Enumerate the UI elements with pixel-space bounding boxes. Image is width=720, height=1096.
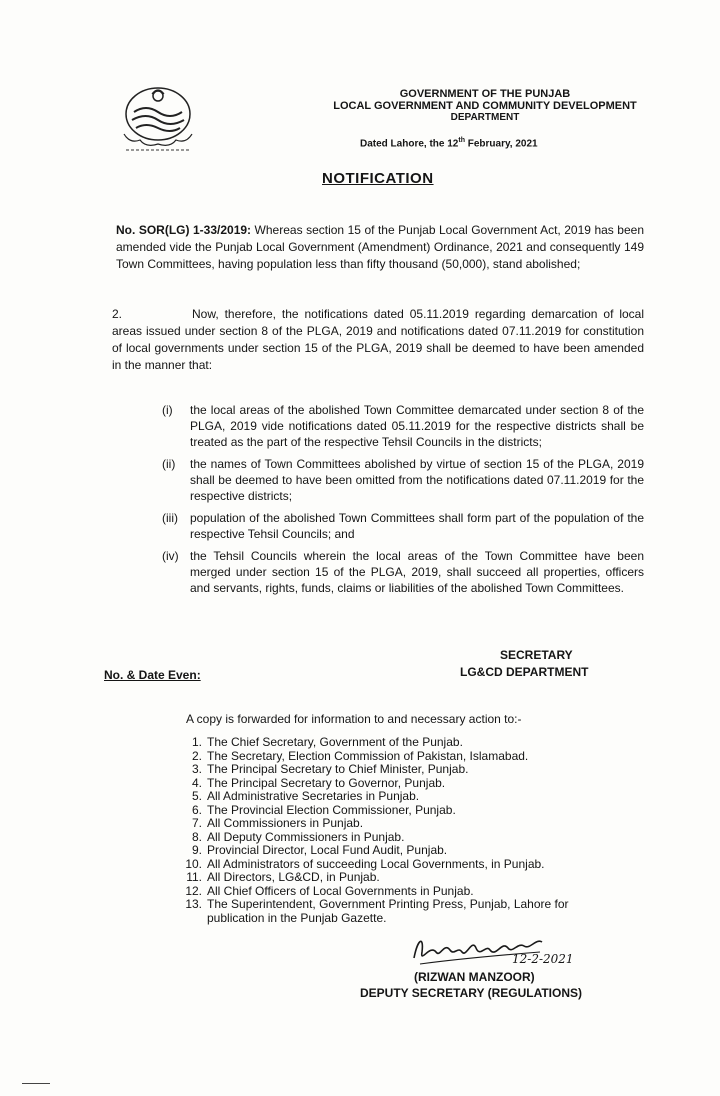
list-item: 11. All Directors, LG&CD, in Punjab.	[186, 870, 380, 884]
clause-list	[162, 402, 644, 602]
signature-date: 12-2-2021	[512, 952, 574, 966]
clause-item: (iii) population of the abolished Town Committees shall form part of the population of the respective Tehsil Councils; and	[162, 511, 644, 541]
list-item: 8. All Deputy Commissioners in Punjab.	[191, 829, 405, 844]
clause-item: (i) the local areas of the abolished Town Committee demarcated under section 8 of the PLGA, 2019 vide notifications dated 05.11.2019 for the respective districts shall be treated as the part of the respective Tehsil Councils in the districts;	[162, 403, 644, 449]
list-item: 6. The Provincial Election Commissioner, Punjab.	[191, 802, 456, 817]
secretary-department: LG&CD DEPARTMENT	[460, 665, 589, 679]
list-item: 2. The Secretary, Election Commission of Pakistan, Islamabad.	[191, 748, 529, 763]
header-government: GOVERNMENT OF THE PUNJAB	[399, 88, 571, 100]
forward-line: A copy is forwarded for information to and necessary action to:-	[186, 712, 522, 726]
paragraph-1: No. SOR(LG) 1-33/2019: Whereas section 15 of the Punjab Local Government Act, 2019 has been amended vide the Punjab Local Government (Amendment) Ordinance, 2021 and consequently 149 Town Committees, having population less than fifty thousand (50,000), stand abolished;	[116, 223, 644, 271]
clause-item: (ii) the names of Town Committees abolished by virtue of section 15 of the PLGA, 2019 shall be deemed to have been omitted from the notifications dated 07.11.2019 for the respective districts;	[162, 457, 644, 503]
header-department-line3: DEPARTMENT	[450, 112, 520, 123]
header-department: LOCAL GOVERNMENT AND COMMUNITY DEVELOPMENT	[333, 100, 637, 112]
punjab-government-logo	[116, 78, 200, 158]
list-item: 13. The Superintendent, Government Printing Press, Punjab, Lahore for publication in the Punjab Gazette.	[185, 897, 569, 925]
secretary-title: SECRETARY	[500, 648, 573, 662]
list-item: 3. The Principal Secretary to Chief Minister, Punjab.	[191, 762, 469, 776]
reference-number: No. SOR(LG) 1-33/2019:	[116, 223, 252, 237]
list-item: 7. All Commissioners in Punjab.	[191, 816, 364, 830]
list-item: 5. All Administrative Secretaries in Punjab.	[191, 789, 420, 803]
list-item: 9. Provincial Director, Local Fund Audit, Punjab.	[191, 843, 448, 857]
emblem-icon	[116, 78, 200, 158]
notification-title: NOTIFICATION	[322, 170, 434, 187]
clause-item: (iv) the Tehsil Councils wherein the local areas of the Town Committee have been merged under section 15 of the PLGA, 2019, shall succeed all properties, officers and servants, rights, funds, claims or liabilities of the abolished Town Committees.	[162, 549, 644, 595]
list-item: 4. The Principal Secretary to Governor, Punjab.	[191, 775, 446, 790]
dated-line: Dated Lahore, the 12th February, 2021	[360, 137, 538, 150]
copy-list	[180, 736, 600, 925]
signatory-designation: DEPUTY SECRETARY (REGULATIONS)	[360, 986, 583, 1000]
divider	[22, 1083, 50, 1084]
signatory-name: (RIZWAN MANZOOR)	[414, 970, 535, 984]
no-date-even: No. & Date Even:	[104, 668, 201, 682]
list-item: 1. The Chief Secretary, Government of the Punjab.	[191, 735, 463, 749]
list-item: 10. All Administrators of succeeding Local Governments, in Punjab.	[185, 856, 545, 871]
paragraph-2: 2. Now, therefore, the notifications dated 05.11.2019 regarding demarcation of local areas issued under section 8 of the PLGA, 2019 and notifications dated 07.11.2019 for constitution of local governments under section 15 of the PLGA, 2019 shall be deemed to have been amended in the manner that:	[112, 307, 644, 372]
list-item: 12. All Chief Officers of Local Governments in Punjab.	[185, 883, 474, 898]
